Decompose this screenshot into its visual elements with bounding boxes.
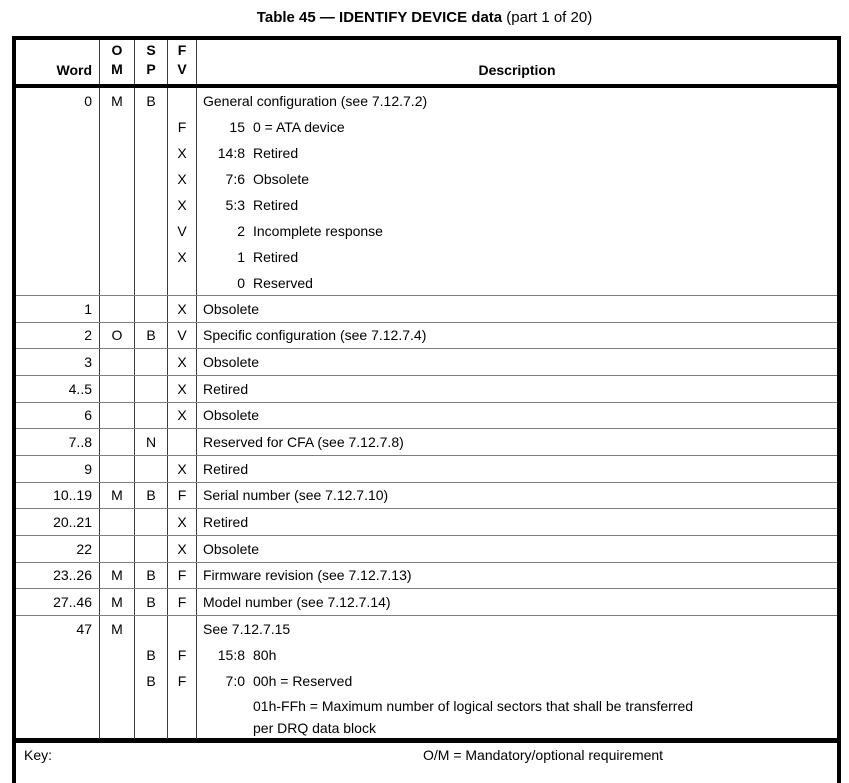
sp-cell (135, 140, 168, 166)
sp-cell (135, 456, 168, 482)
description-cell (197, 483, 837, 509)
description-cell (197, 668, 837, 694)
description-text: Retired (203, 380, 249, 397)
om-column-header (100, 40, 135, 84)
description-cell (197, 376, 837, 402)
word-cell: 6 (16, 403, 100, 429)
om-cell (100, 218, 135, 244)
word-cell: 3 (16, 349, 100, 375)
word-cell: 20..21 (16, 509, 100, 535)
word-cell: 22 (16, 536, 100, 562)
sp-cell: B (135, 323, 168, 349)
bit-range: 7:0 (225, 672, 245, 689)
table-row (16, 349, 837, 376)
om-cell (100, 114, 135, 140)
fv-cell: F (168, 668, 197, 694)
description-text: Model number (see 7.12.7.14) (203, 594, 391, 611)
description-cell (197, 166, 837, 192)
bit-description: Retired (253, 249, 299, 265)
description-text: See 7.12.7.15 (203, 620, 291, 637)
description-text: Obsolete (203, 407, 260, 424)
bit-description: Retired (253, 145, 299, 161)
bit-description: Reserved (253, 274, 313, 291)
description-cell (197, 616, 837, 642)
bit-range: 15 (229, 119, 245, 135)
fv-cell: X (168, 296, 197, 322)
om-cell (100, 668, 135, 694)
table-row (16, 403, 837, 430)
description-cell (197, 642, 837, 668)
word-cell: 9 (16, 456, 100, 482)
bit-description-line2: per DRQ data block (253, 719, 376, 736)
fv-cell (168, 616, 197, 642)
table-title-suffix: (part 1 of 20) (502, 9, 593, 26)
word-cell (16, 192, 100, 218)
bit-range: 2 (237, 223, 245, 239)
bit-description-line1: 01h-FFh = Maximum number of logical sectors that shall be transferred (253, 697, 694, 714)
table-row (16, 509, 837, 536)
description-text: Specific configuration (see 7.12.7.4) (203, 327, 427, 344)
fv-cell: X (168, 456, 197, 482)
om-cell (100, 140, 135, 166)
word-cell: 7..8 (16, 429, 100, 455)
om-cell: M (100, 563, 135, 589)
bit-range: 14:8 (217, 145, 245, 161)
om-cell (100, 376, 135, 402)
om-cell: M (100, 616, 135, 642)
table-row (16, 694, 837, 743)
fv-cell: F (168, 483, 197, 509)
key-label: Key: (24, 746, 53, 763)
description-cell (197, 140, 837, 166)
fv-cell: X (168, 509, 197, 535)
fv-cell (168, 88, 197, 114)
sp-cell (135, 166, 168, 192)
description-cell (197, 563, 837, 589)
om-cell (100, 192, 135, 218)
description-cell (197, 589, 837, 615)
sp-cell: B (135, 642, 168, 668)
table-row (16, 323, 837, 350)
fv-cell: F (168, 563, 197, 589)
table-row (16, 668, 837, 694)
fv-cell: X (168, 140, 197, 166)
table-row (16, 270, 837, 296)
bit-description (253, 695, 693, 739)
table-row (16, 376, 837, 403)
word-cell: 10..19 (16, 483, 100, 509)
om-cell (100, 456, 135, 482)
description-text: Firmware revision (see 7.12.7.13) (203, 567, 412, 584)
table-row (16, 244, 837, 270)
word-cell: 4..5 (16, 376, 100, 402)
om-cell (100, 429, 135, 455)
table-row (16, 642, 837, 668)
description-text: Reserved for CFA (see 7.12.7.8) (203, 434, 404, 451)
description-cell (197, 218, 837, 244)
word-cell (16, 114, 100, 140)
om-cell (100, 642, 135, 668)
fv-cell: X (168, 192, 197, 218)
sp-header-line2: P (146, 61, 156, 77)
word-cell: 47 (16, 616, 100, 642)
sp-cell: B (135, 88, 168, 114)
description-cell (197, 536, 837, 562)
om-cell: M (100, 483, 135, 509)
sp-cell (135, 218, 168, 244)
description-cell (197, 323, 837, 349)
fv-cell: X (168, 244, 197, 270)
word-cell (16, 166, 100, 192)
om-cell (100, 244, 135, 270)
bit-description: 0 = ATA device (253, 119, 345, 135)
table-row (16, 483, 837, 510)
description-text: Obsolete (203, 540, 260, 557)
description-text: Retired (203, 514, 249, 531)
table-body (16, 88, 837, 743)
description-text: Obsolete (203, 300, 260, 317)
table-row (16, 296, 837, 323)
sp-column-header (135, 40, 168, 84)
fv-cell: X (168, 166, 197, 192)
word-cell: 23..26 (16, 563, 100, 589)
om-cell: M (100, 589, 135, 615)
description-cell (197, 192, 837, 218)
word-cell: 1 (16, 296, 100, 322)
sp-cell (135, 403, 168, 429)
sp-cell: N (135, 429, 168, 455)
om-cell (100, 296, 135, 322)
description-cell (197, 270, 837, 295)
fv-cell: X (168, 376, 197, 402)
table-row (16, 166, 837, 192)
fv-cell: F (168, 114, 197, 140)
table-row (16, 114, 837, 140)
sp-cell: B (135, 563, 168, 589)
fv-cell: X (168, 403, 197, 429)
bit-range: 5:3 (225, 197, 245, 213)
bit-description: Retired (253, 197, 299, 213)
sp-cell (135, 694, 168, 739)
table-row (16, 88, 837, 114)
description-cell (197, 114, 837, 140)
table-row (16, 536, 837, 563)
description-text: General configuration (see 7.12.7.2) (203, 93, 428, 109)
sp-cell (135, 376, 168, 402)
fv-cell: V (168, 218, 197, 244)
sp-cell (135, 270, 168, 295)
word-cell (16, 140, 100, 166)
om-cell (100, 403, 135, 429)
description-cell (197, 509, 837, 535)
table-row (16, 563, 837, 590)
bit-description: Obsolete (253, 171, 310, 187)
om-cell (100, 349, 135, 375)
word-cell (16, 270, 100, 295)
bit-description: Incomplete response (253, 223, 383, 239)
word-cell: 0 (16, 88, 100, 114)
description-cell (197, 694, 837, 739)
om-cell (100, 536, 135, 562)
fv-cell: X (168, 349, 197, 375)
sp-cell: B (135, 589, 168, 615)
sp-cell (135, 192, 168, 218)
description-cell (197, 88, 837, 114)
table-row (16, 616, 837, 642)
sp-cell (135, 509, 168, 535)
om-header-line2: M (111, 61, 123, 77)
om-cell (100, 166, 135, 192)
key-om-text: O/M = Mandatory/optional requirement (423, 746, 664, 763)
sp-cell (135, 244, 168, 270)
table-row (16, 192, 837, 218)
word-column-header: Word (16, 40, 100, 84)
sp-cell (135, 296, 168, 322)
bit-range: 7:6 (225, 171, 245, 187)
table-header-row (16, 40, 837, 88)
fv-column-header (168, 40, 197, 84)
word-cell (16, 244, 100, 270)
description-cell (197, 349, 837, 375)
om-cell: M (100, 88, 135, 114)
word-cell (16, 642, 100, 668)
table-row (16, 456, 837, 483)
fv-header-line2: V (177, 61, 187, 77)
fv-cell: F (168, 642, 197, 668)
table-key-footer (16, 743, 837, 783)
bit-description: 00h = Reserved (253, 672, 353, 689)
om-cell (100, 270, 135, 295)
bit-range: 15:8 (217, 646, 245, 663)
sp-cell (135, 114, 168, 140)
fv-cell (168, 429, 197, 455)
sp-cell: B (135, 668, 168, 694)
description-text: Retired (203, 460, 249, 477)
sp-cell (135, 349, 168, 375)
table-row (16, 140, 837, 166)
word-cell (16, 694, 100, 739)
om-cell: O (100, 323, 135, 349)
description-cell (197, 296, 837, 322)
description-column-header: Description (478, 62, 556, 78)
om-cell (100, 509, 135, 535)
om-header-line1: O (111, 42, 123, 58)
word-cell (16, 668, 100, 694)
sp-cell (135, 536, 168, 562)
description-text: Obsolete (203, 354, 260, 371)
bit-description: 80h (253, 646, 277, 663)
table-row (16, 589, 837, 616)
sp-header-line1: S (146, 42, 156, 58)
bit-range: 0 (237, 274, 245, 291)
description-cell (197, 403, 837, 429)
fv-cell: F (168, 589, 197, 615)
table-row (16, 218, 837, 244)
word-cell (16, 218, 100, 244)
fv-header-line1: F (177, 42, 187, 58)
sp-cell (135, 616, 168, 642)
description-cell (197, 429, 837, 455)
description-text: Serial number (see 7.12.7.10) (203, 487, 389, 504)
bit-range: 1 (237, 249, 245, 265)
table-row (16, 429, 837, 456)
fv-cell (168, 270, 197, 295)
fv-cell: X (168, 536, 197, 562)
fv-cell (168, 694, 197, 739)
word-cell: 27..46 (16, 589, 100, 615)
sp-cell: B (135, 483, 168, 509)
description-cell (197, 244, 837, 270)
word-cell: 2 (16, 323, 100, 349)
table-title-bold: Table 45 — IDENTIFY DEVICE data (256, 9, 503, 26)
table-title (0, 9, 849, 26)
om-cell (100, 694, 135, 739)
fv-cell: V (168, 323, 197, 349)
description-cell (197, 456, 837, 482)
identify-device-table (12, 36, 841, 783)
